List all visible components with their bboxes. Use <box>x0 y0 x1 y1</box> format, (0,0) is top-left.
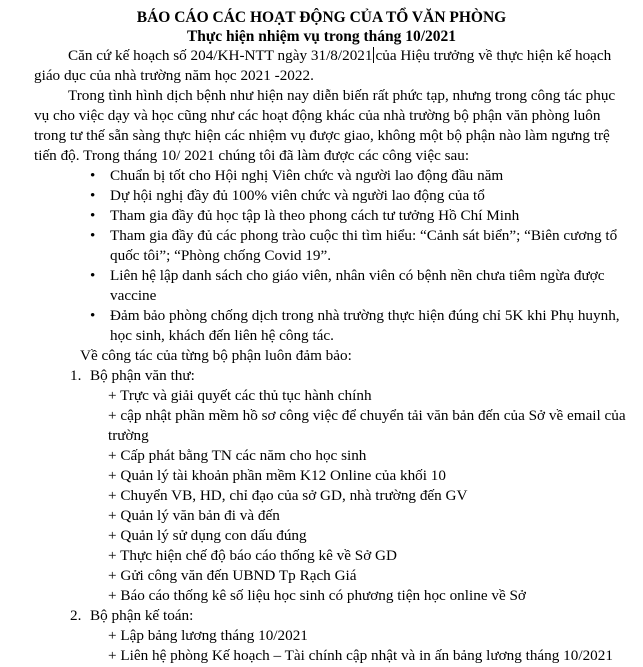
list-item <box>90 206 629 226</box>
list-item <box>90 186 629 206</box>
list-item: + Quản lý tài khoản phần mềm K12 Online của khối 10 <box>108 467 446 484</box>
list-item: + Gửi công văn đến UBND Tp Rạch Giá <box>108 567 357 584</box>
paragraph-basis <box>34 46 629 86</box>
section-number: 2. <box>70 607 82 624</box>
bullet-icon: • <box>90 227 96 244</box>
section-clerical <box>0 366 643 606</box>
paragraph-basis-part2: của Hiệu trưởng về thực hiện kế hoạch giáo dục của nhà trường năm học 2021 -2022. <box>34 47 612 84</box>
achievements-list <box>0 166 643 346</box>
section-heading <box>70 366 643 386</box>
section-title: Bộ phận văn thư: <box>90 367 195 384</box>
paragraph-situation: Trong tình hình dịch bệnh như hiện nay diễn biến rất phức tạp, nhưng trong công tác phục vụ cho việc dạy và học cũng như các hoạt động khác của nhà trường bộ phận văn phòng luôn trong tư thế sẵn sàng thực hiện các nhiệm vụ được giao, không một bộ phận nào làm ngưng trệ tiến độ. Trong tháng 10/ 2021 chúng tôi đã làm được các công việc sau: <box>34 87 616 164</box>
list-item-text: Chuẩn bị tốt cho Hội nghị Viên chức và người lao động đầu năm <box>110 167 504 184</box>
section-title: Bộ phận kế toán: <box>90 607 194 624</box>
list-item <box>90 226 629 266</box>
bullet-icon: • <box>90 267 96 284</box>
list-item: + Thực hiện chế độ báo cáo thống kê về Sở GD <box>108 547 397 564</box>
list-item: + Lập bảng lương tháng 10/2021 <box>108 627 308 644</box>
list-item-text: Tham gia đầy đủ các phong trào cuộc thi tìm hiểu: “Cảnh sát biển”; “Biên cương tổ quốc tôi”; “Phòng chống Covid 19”. <box>110 227 618 264</box>
report-title: BÁO CÁO CÁC HOẠT ĐỘNG CỦA TỔ VĂN PHÒNG <box>136 9 507 26</box>
departments-intro: Về công tác của từng bộ phận luôn đảm bảo: <box>80 347 352 364</box>
section-accounting <box>0 606 643 666</box>
bullet-icon: • <box>90 207 96 224</box>
list-item: + Quản lý sử dụng con dấu đúng <box>108 527 307 544</box>
section-heading <box>70 606 643 626</box>
list-item: + Cấp phát bằng TN các năm cho học sinh <box>108 447 367 464</box>
section-items <box>0 386 643 606</box>
report-subtitle: Thực hiện nhiệm vụ trong tháng 10/2021 <box>186 28 457 45</box>
list-item-text: Dự hội nghị đầy đủ 100% viên chức và người lao động của tổ <box>110 187 485 204</box>
list-item: + cập nhật phần mềm hồ sơ công việc để chuyển tải văn bản đến của Sở về email của trường <box>108 407 626 444</box>
list-item: + Quản lý văn bản đi và đến <box>108 507 280 524</box>
section-number: 1. <box>70 367 82 384</box>
list-item <box>90 266 629 306</box>
list-item-text: Đảm bảo phòng chống dịch trong nhà trường thực hiện đúng chỉ 5K khi Phụ huynh, học sinh, khách đến liên hệ công tác. <box>110 307 620 344</box>
list-item-text: Liên hệ lập danh sách cho giáo viên, nhân viên có bệnh nền chưa tiêm ngừa được vaccine <box>110 267 605 304</box>
list-item <box>90 166 629 186</box>
paragraph-basis-part1: Căn cứ kế hoạch số 204/KH-NTT ngày 31/8/2021 <box>68 47 373 64</box>
section-items <box>0 626 643 666</box>
list-item-text: Tham gia đầy đủ học tập là theo phong cách tư tưởng Hồ Chí Minh <box>110 207 520 224</box>
bullet-icon: • <box>90 307 96 324</box>
list-item: + Báo cáo thống kê số liệu học sinh có phương tiện học online về Sở <box>108 587 526 604</box>
list-item: + Trực và giải quyết các thủ tục hành chính <box>108 387 372 404</box>
list-item: + Chuyển VB, HD, chỉ đạo của sở GD, nhà trường đến GV <box>108 487 468 504</box>
list-item <box>90 306 629 346</box>
bullet-icon: • <box>90 187 96 204</box>
list-item: + Liên hệ phòng Kế hoạch – Tài chính cập nhật và in ấn bảng lương tháng 10/2021 <box>108 647 613 664</box>
bullet-icon: • <box>90 167 96 184</box>
